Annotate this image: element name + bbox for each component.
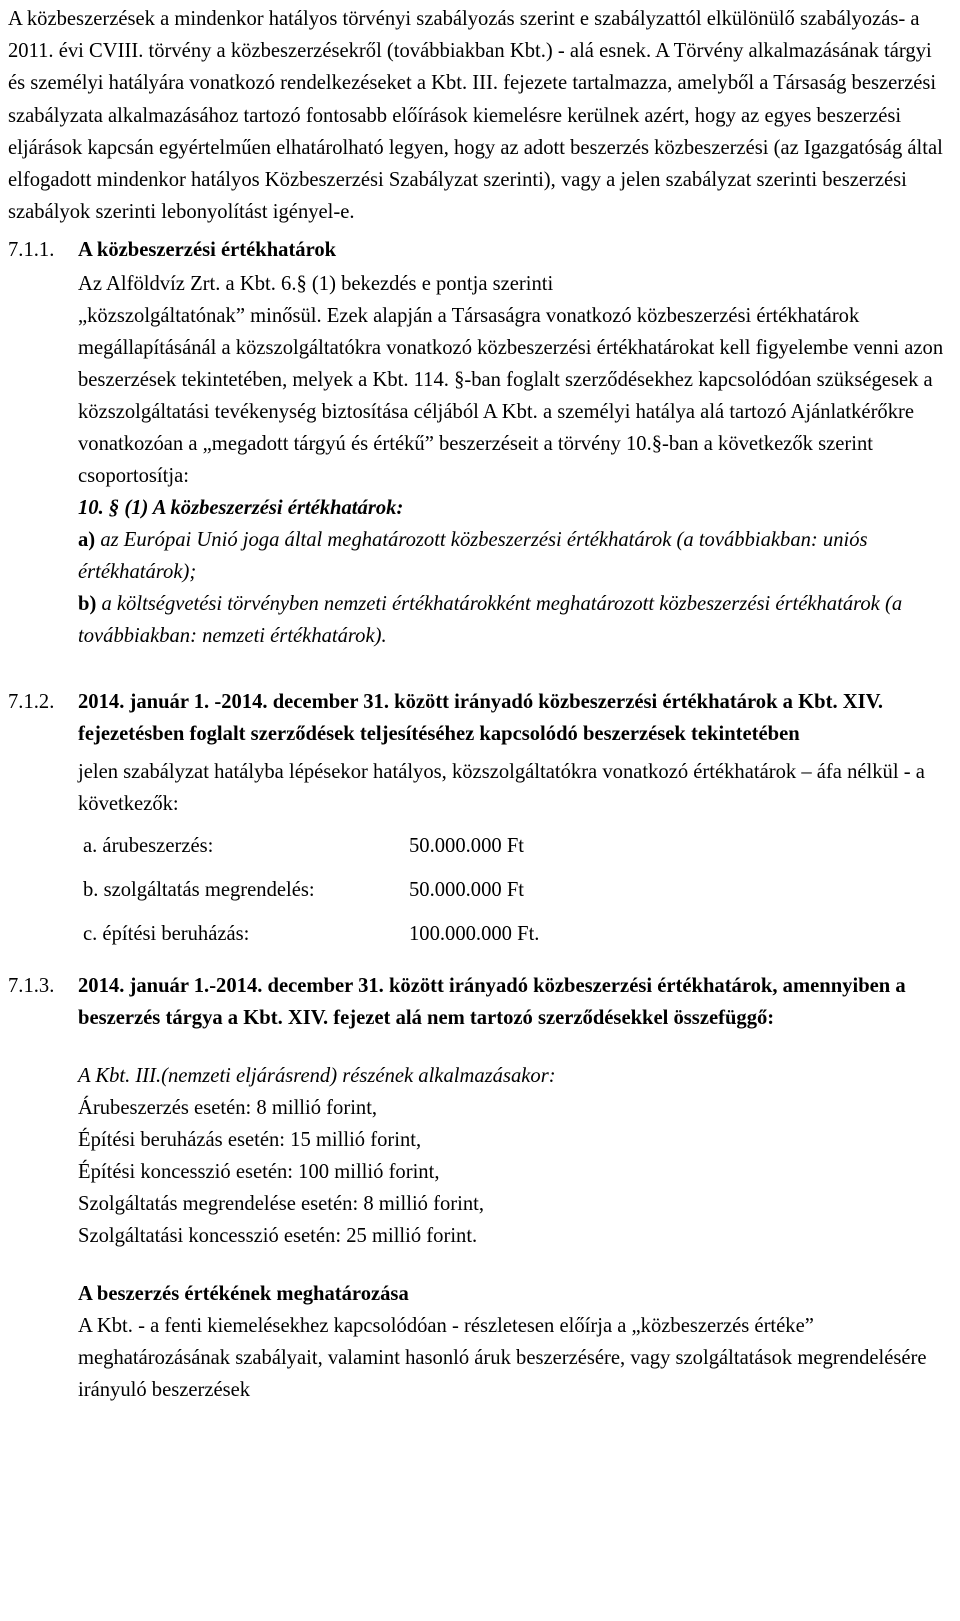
intro-paragraph: A közbeszerzések a mindenkor hatályos törvényi szabályozás szerint e szabályzattól elkülönülő szabályozás- a 2011. évi CVIII. törvény a közbeszerzésekről (továbbiakban Kbt.) - alá esnek. A Törvény alkalmazásának tárgyi és személyi hatályára vonatkozó rendelkezéseket a Kbt. III. fejezete tartalmazza, amelyből a Társaság beszerzési szabályzata alkalmazásához tartozó fontosabb előírások kiemelésre kerülnek azért, hogy az egyes beszerzési eljárások kapcsán egyértelműen elhatárolható legyen, hogy az adott beszerzés közbeszerzési (az Igazgatóság által elfogadott mindenkor hatályos Közbeszerzési Szabályzat szerinti), vagy a jelen szabályzat szerinti beszerzési szabályok szerinti lebonyolítást igényel-e. (8, 8, 943, 224)
document-page (8, 0, 953, 1406)
table-row (83, 868, 539, 912)
section-7-1-1-heading (8, 234, 953, 266)
section-7-1-3-body (78, 1060, 953, 1406)
section-7-1-1-number: 7.1.1. (8, 239, 55, 262)
row-label: a. árubeszerzés: (83, 835, 214, 858)
value-section-paragraph: A Kbt. - a fenti kiemelésekhez kapcsolódóan - részletesen előírja a „közbeszerzés értéke” meghatározásának szabályait, valamint hasonló áruk beszerzésére, vagy szolgáltatások megrendelésére irányuló beszerzések (78, 1315, 927, 1402)
kbt-quote-item-b (78, 588, 953, 652)
threshold-line: Árubeszerzés esetén: 8 millió forint, (78, 1097, 378, 1120)
section-7-1-2-body (78, 756, 953, 956)
section-7-1-1-title: A közbeszerzési értékhatárok (78, 239, 337, 262)
kbt-quote-item-a (78, 524, 953, 588)
threshold-line: Építési beruházás esetén: 15 millió forint, (78, 1129, 422, 1152)
section-7-1-3-title: 2014. január 1.-2014. december 31. között irányadó közbeszerzési értékhatárok, amennyiben a beszerzés tárgya a Kbt. XIV. fejezet alá nem tartozó szerződésekkel összefüggő: (78, 975, 906, 1030)
value-section-title: A beszerzés értékének meghatározása (78, 1283, 409, 1306)
row-value: 50.000.000 Ft (409, 835, 524, 858)
section-7-1-2-paragraph: jelen szabályzat hatályba lépésekor hatályos, közszolgáltatókra vonatkozó értékhatárok – áfa nélkül - a következők: (78, 761, 925, 816)
item-a-text: az Európai Unió joga által meghatározott közbeszerzési értékhatárok (a továbbiakban: uniós értékhatárok); (78, 529, 868, 584)
section-7-1-2-heading (8, 686, 953, 750)
section-7-1-3-heading (8, 970, 953, 1034)
row-label: c. építési beruházás: (83, 923, 250, 946)
section-7-1-2-title: 2014. január 1. -2014. december 31. között irányadó közbeszerzési értékhatárok a Kbt. XIV. fejezetésben foglalt szerződések teljesítéséhez kapcsolódó beszerzések tekintetében (78, 691, 883, 746)
section-7-1-2-number: 7.1.2. (8, 691, 55, 714)
table-row (83, 824, 539, 868)
value-threshold-table (83, 824, 539, 956)
item-b-label: b) (78, 593, 97, 616)
threshold-line: Építési koncesszió esetén: 100 millió forint, (78, 1161, 440, 1184)
threshold-line: Szolgáltatási koncesszió esetén: 25 millió forint. (78, 1225, 478, 1248)
section-7-1-1-body (78, 268, 953, 652)
section-7-1-1-line1: Az Alföldvíz Zrt. a Kbt. 6.§ (1) bekezdés e pontja szerinti (78, 273, 554, 296)
section-7-1-3-number: 7.1.3. (8, 975, 55, 998)
threshold-line: Szolgáltatás megrendelése esetén: 8 millió forint, (78, 1193, 485, 1216)
item-b-text: a költségvetési törvényben nemzeti értékhatárokként meghatározott közbeszerzési értékhatárok (a továbbiakban: nemzeti értékhatárok). (78, 593, 903, 648)
section-7-1-1-paragraph: „közszolgáltatónak” minősül. Ezek alapján a Társaságra vonatkozó közbeszerzési értékhatárok megállapításánál a közszolgáltatókra vonatkozó közbeszerzési értékhatárokat kell figyelembe venni azon beszerzések tekintetében, melyek a Kbt. 114. §-ban foglalt szerződésekhez kapcsolódóan szükségesek a közszolgáltatási tevékenység biztosítása céljából A Kbt. a személyi hatálya alá tartozó Ajánlatkérőkre vonatkozóan a „megadott tárgyú és értékű” beszerzéseit a törvény 10.§-ban a következők szerint csoportosítja: (78, 305, 944, 488)
section-7-1-3-intro: A Kbt. III.(nemzeti eljárásrend) részének alkalmazásakor: (78, 1065, 556, 1088)
kbt-quote-heading (78, 492, 953, 524)
row-label: b. szolgáltatás megrendelés: (83, 879, 315, 902)
item-a-label: a) (78, 529, 96, 552)
kbt-quote-heading-text: 10. § (1) A közbeszerzési értékhatárok: (78, 497, 404, 520)
row-value: 100.000.000 Ft. (409, 923, 540, 946)
row-value: 50.000.000 Ft (409, 879, 524, 902)
table-row (83, 912, 539, 956)
